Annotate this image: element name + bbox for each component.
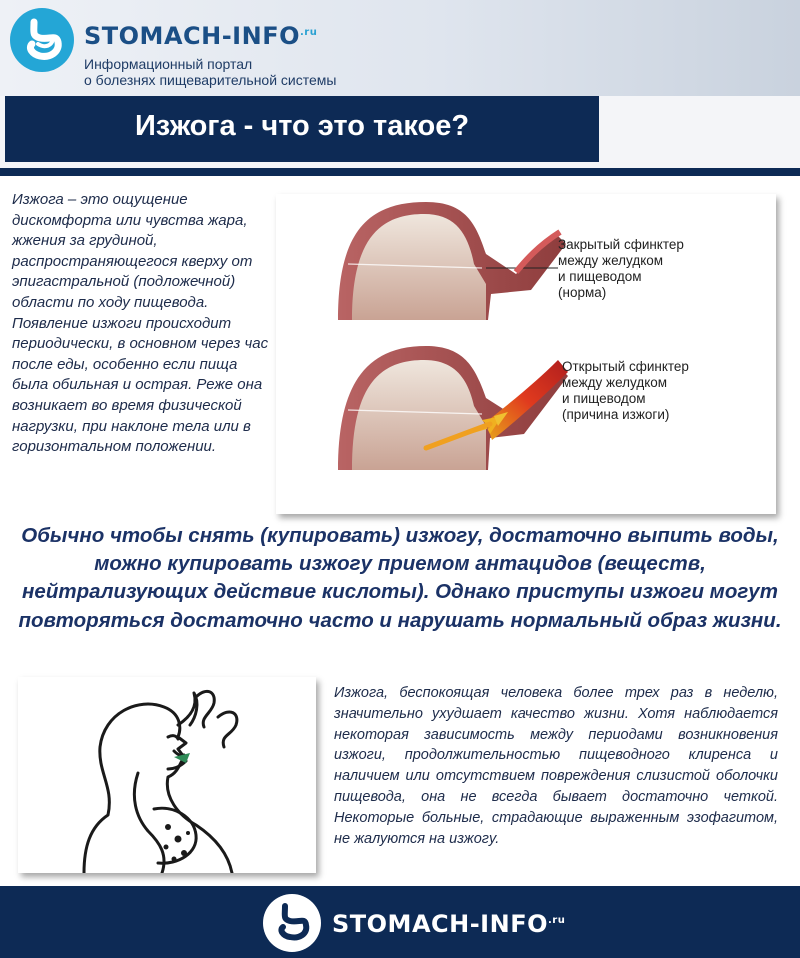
- footer-logo-icon[interactable]: [263, 894, 321, 952]
- body-paragraph: Изжога, беспокоящая человека более трех раз в неделю, значительно ухудшает качество жизни. Хотя наблюдается некоторая зависимость между периодами возникновения изжоги, продолжительностью пищеводного клиренса и наличием или отсутствием повреждения слизистой оболочки пищевода, она не всегда бывает достаточно четкой. Некоторые больные, страдающие выраженным эзофагитом, не жалуются на изжогу.: [334, 685, 778, 847]
- caption-2-line-2: между желудком: [562, 375, 668, 390]
- sphincter-diagram: [276, 194, 776, 514]
- brand-suffix: .ru: [300, 27, 318, 38]
- callout-text: Обычно чтобы снять (купировать) изжогу, достаточно выпить воды, можно купировать изжогу приемом антацидов (веществ, нейтрализующих действие кислоты). Однако приступы изжоги могут повторяться достаточно часто и нарушать нормальный образ жизни.: [18, 524, 782, 632]
- caption-1-line-1: Закрытый сфинктер: [558, 237, 684, 252]
- footer-brand-text: STOMACH-INFO: [332, 910, 548, 938]
- header: [0, 0, 800, 96]
- brand-name[interactable]: [84, 22, 317, 50]
- page-title: Изжога - что это такое?: [134, 110, 470, 142]
- tagline-line-2: о болезнях пищеварительной системы: [84, 72, 337, 88]
- footer-brand-suffix: .ru: [548, 915, 566, 926]
- stomach-logo-icon[interactable]: [10, 8, 74, 72]
- heartburn-illustration: [18, 677, 316, 873]
- caption-1-line-3: и пищеводом: [558, 269, 642, 284]
- caption-2-line-4: (причина изжоги): [562, 407, 670, 422]
- caption-2-line-3: и пищеводом: [562, 391, 646, 406]
- footer: [0, 886, 800, 958]
- tagline-line-1: Информационный портал: [84, 56, 253, 72]
- divider-stripe: [0, 168, 800, 176]
- caption-1-line-4: (норма): [558, 285, 607, 300]
- intro-paragraph: Изжога – это ощущение дискомфорта или чувства жара, жжения за грудиной, распространяющегося кверху от эпигастральной (подложечной) области по ходу пищевода. Появление изжоги происходит периодически, в основном через час после еды, особенно если пища была обильная и острая. Реже она возникает во время физической нагрузки, при наклоне тела или в горизонтальном положении.: [12, 191, 269, 456]
- footer-brand[interactable]: [332, 910, 565, 938]
- caption-2-line-1: Открытый сфинктер: [562, 359, 689, 374]
- caption-open-sphincter: [562, 359, 772, 423]
- title-band: [5, 96, 599, 162]
- tagline: [84, 56, 336, 88]
- brand-text: STOMACH-INFO: [84, 22, 300, 50]
- caption-closed-sphincter: [558, 237, 768, 301]
- caption-1-line-2: между желудком: [558, 253, 664, 268]
